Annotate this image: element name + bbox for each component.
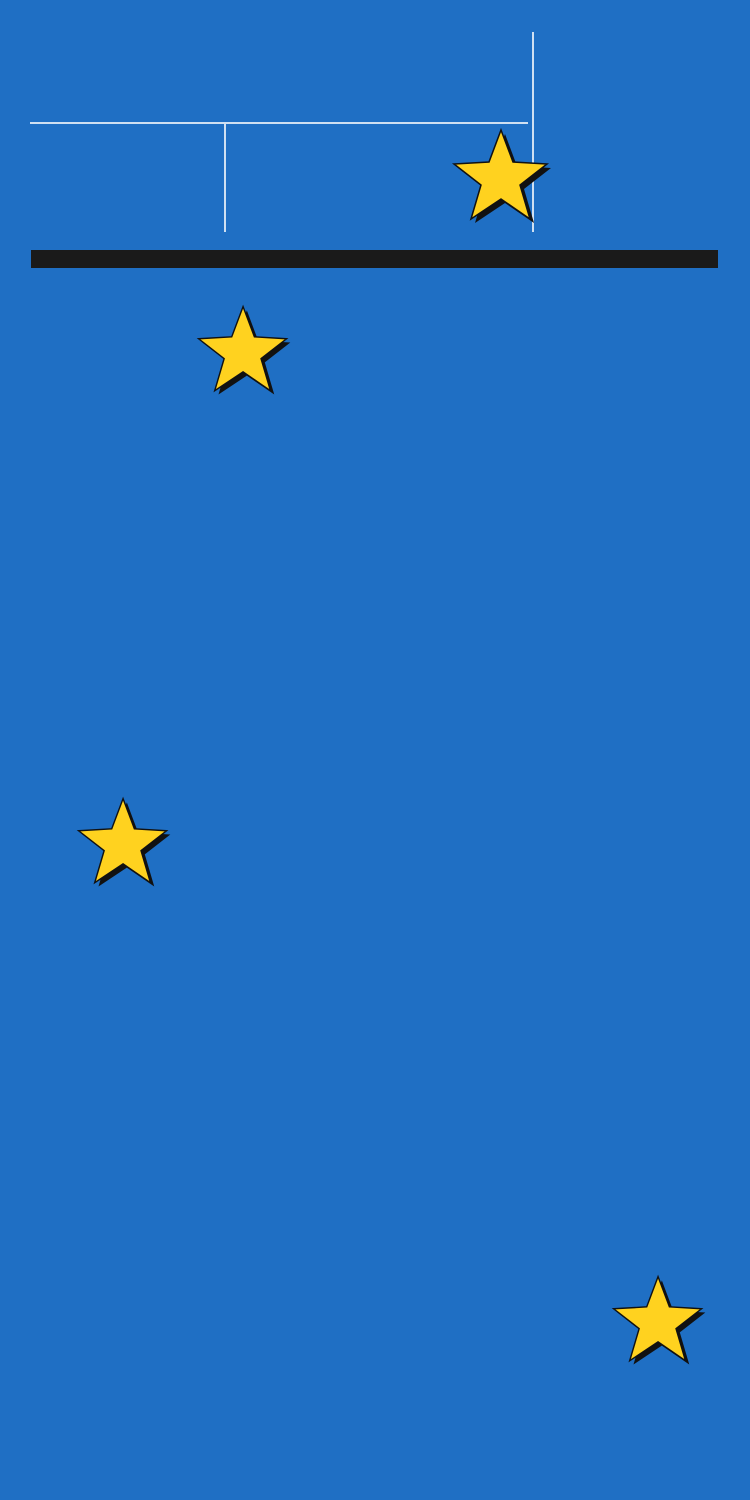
header-divider [224,124,226,232]
star-decoration [192,304,296,400]
header-divider [30,122,528,124]
star-decoration [607,1274,711,1370]
star-decoration [447,128,557,228]
star-decoration [72,796,176,892]
weekday-header-bar [31,250,718,268]
